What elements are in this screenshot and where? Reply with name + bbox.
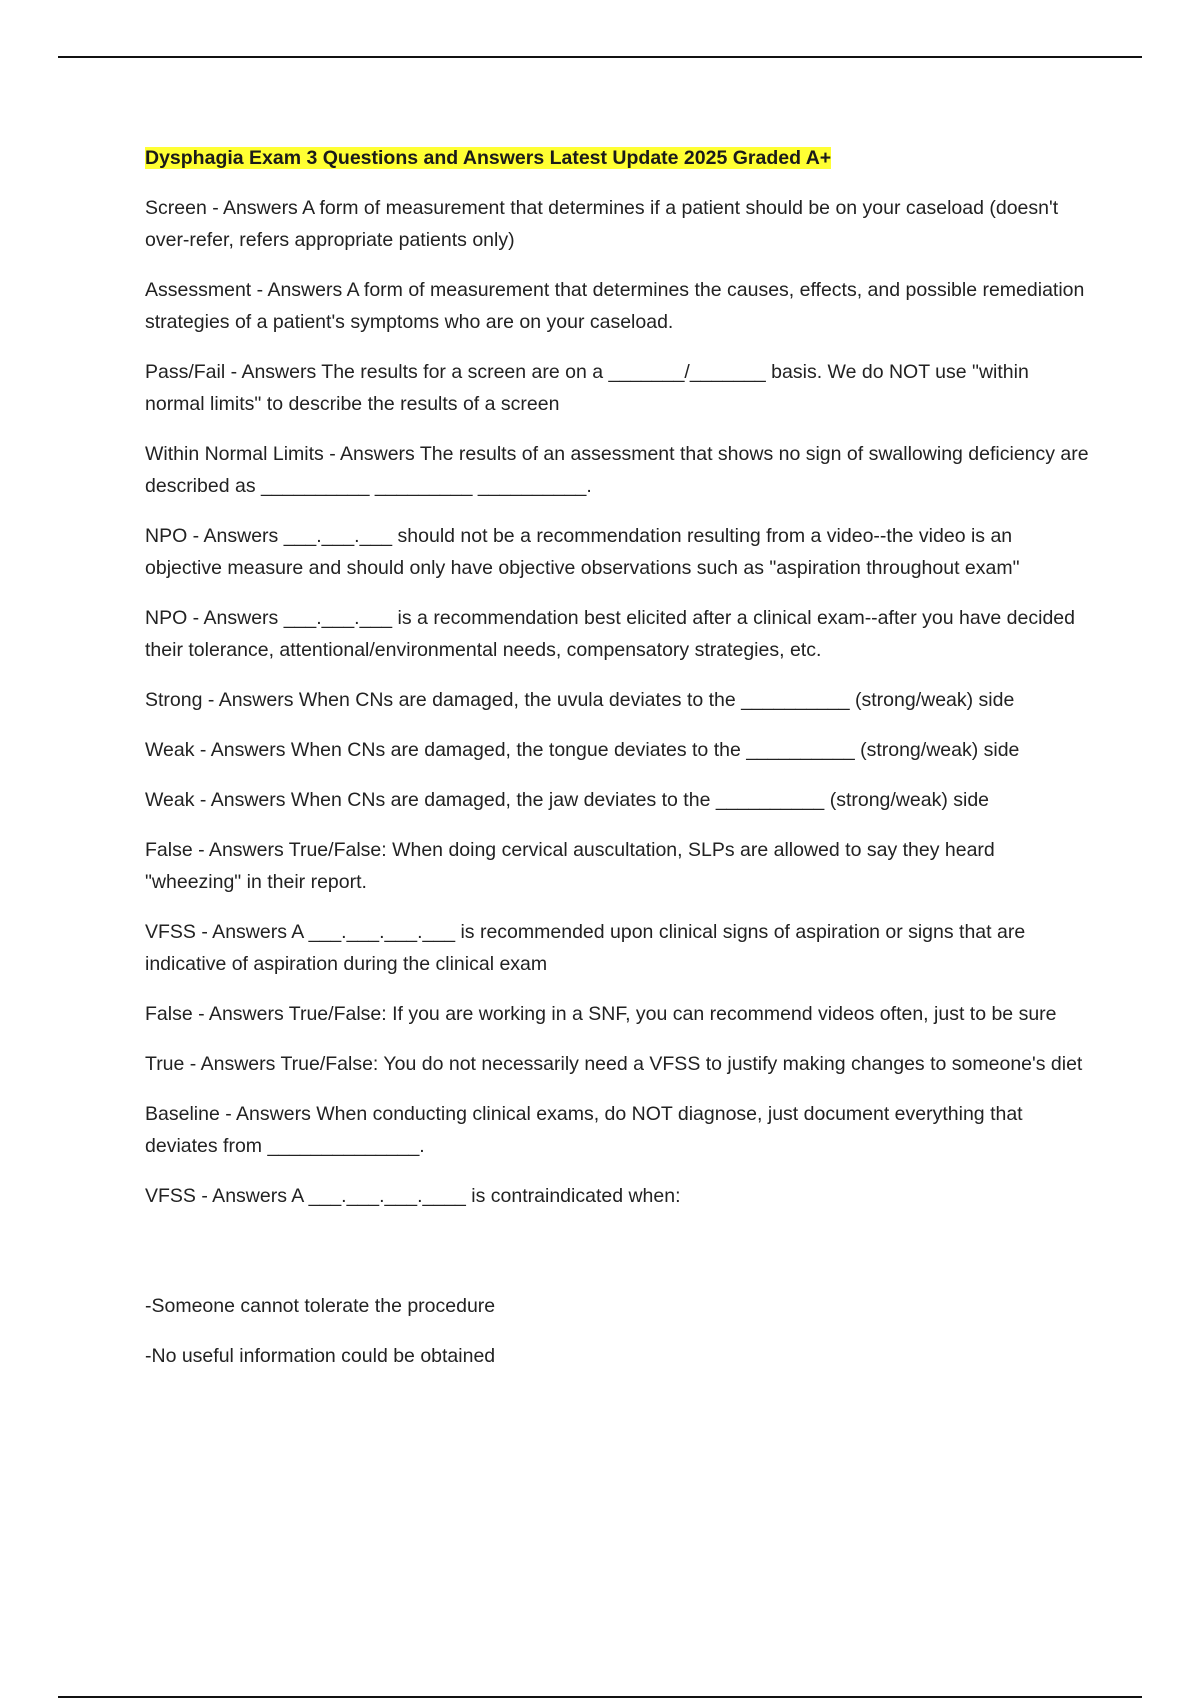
qa-entry: NPO - Answers ___.___.___ is a recommendation best elicited after a clinical exam--after you have decided their tolerance, attentional/environmental needs, compensatory strategies, etc. xyxy=(145,607,1075,661)
qa-entry: Weak - Answers When CNs are damaged, the tongue deviates to the __________ (strong/weak) side xyxy=(145,739,1020,761)
footer-rule xyxy=(58,1696,1142,1698)
qa-entry: Pass/Fail - Answers The results for a screen are on a _______/_______ basis. We do NOT use "within normal limits" to describe the results of a screen xyxy=(145,361,1029,415)
bullet-item: -Someone cannot tolerate the procedure xyxy=(145,1295,496,1317)
qa-entry: False - Answers True/False: If you are working in a SNF, you can recommend videos often, just to be sure xyxy=(145,1003,1057,1025)
qa-entry: Screen - Answers A form of measurement that determines if a patient should be on your caseload (doesn't over-refer, refers appropriate patients only) xyxy=(145,197,1059,251)
qa-entry: NPO - Answers ___.___.___ should not be a recommendation resulting from a video--the video is an objective measure and should only have objective observations such as "aspiration throughout exam" xyxy=(145,525,1020,579)
blank-spacer xyxy=(145,1230,1090,1290)
qa-entry: True - Answers True/False: You do not necessarily need a VFSS to justify making changes to someone's diet xyxy=(145,1053,1083,1075)
qa-entry: Within Normal Limits - Answers The results of an assessment that shows no sign of swallowing deficiency are described as __________ _________ __________. xyxy=(145,443,1089,497)
qa-entry: Assessment - Answers A form of measurement that determines the causes, effects, and possible remediation strategies of a patient's symptoms who are on your caseload. xyxy=(145,279,1085,333)
bullet-item: -No useful information could be obtained xyxy=(145,1345,496,1367)
qa-entry: Strong - Answers When CNs are damaged, the uvula deviates to the __________ (strong/weak) side xyxy=(145,689,1015,711)
qa-entry: False - Answers True/False: When doing cervical auscultation, SLPs are allowed to say they heard "wheezing" in their report. xyxy=(145,839,995,893)
qa-entry: Weak - Answers When CNs are damaged, the jaw deviates to the __________ (strong/weak) side xyxy=(145,789,990,811)
qa-entry: Baseline - Answers When conducting clinical exams, do NOT diagnose, just document everything that deviates from ______________. xyxy=(145,1103,1023,1157)
header-rule xyxy=(58,56,1142,58)
document-body xyxy=(145,142,1090,1390)
qa-entry: VFSS - Answers A ___.___.___.___ is recommended upon clinical signs of aspiration or signs that are indicative of aspiration during the clinical exam xyxy=(145,921,1026,975)
document-title: Dysphagia Exam 3 Questions and Answers Latest Update 2025 Graded A+ xyxy=(145,147,832,169)
qa-entry: VFSS - Answers A ___.___.___.____ is contraindicated when: xyxy=(145,1185,681,1207)
